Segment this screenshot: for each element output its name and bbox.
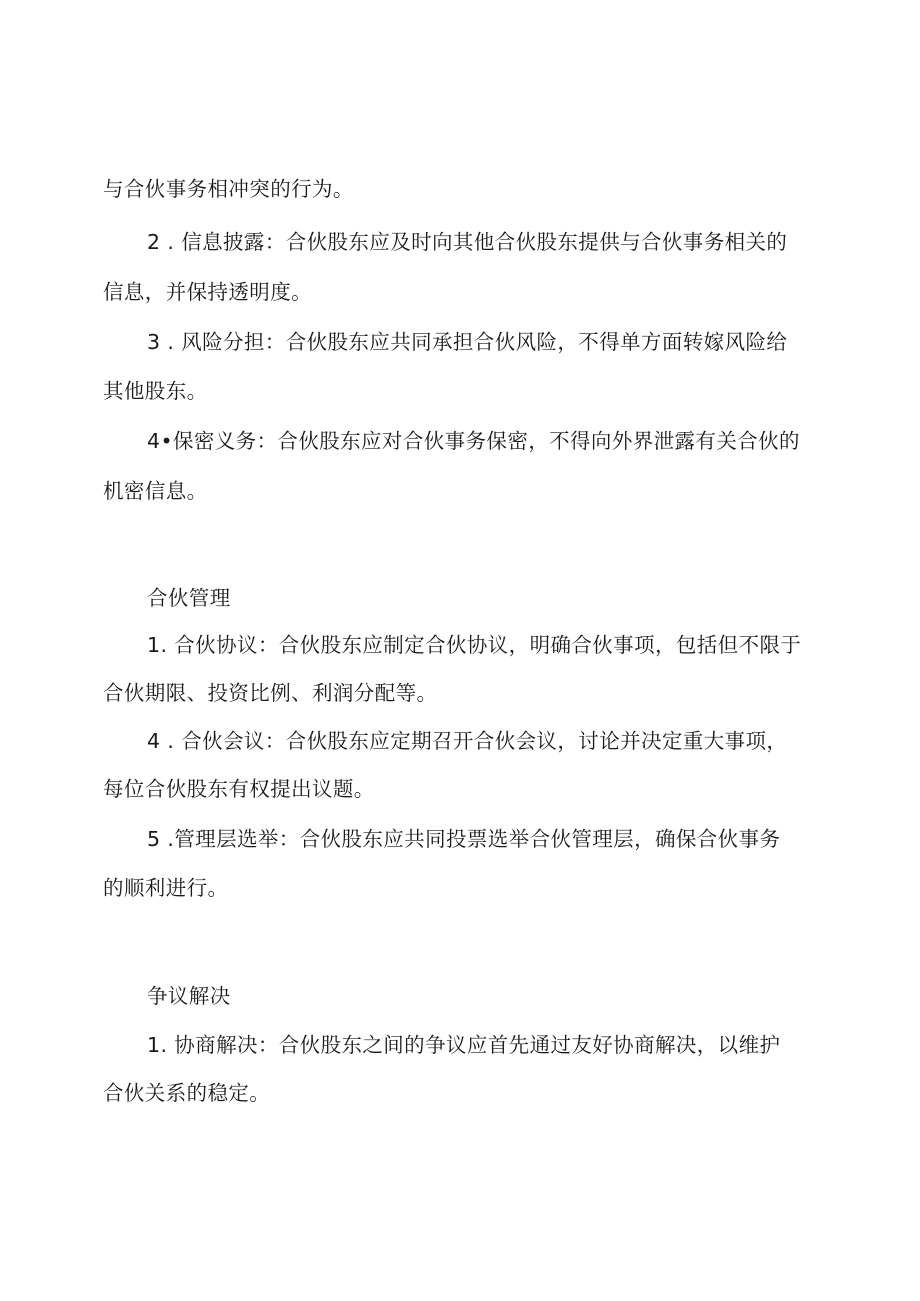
text-line: 合伙关系的稳定。 <box>103 1081 271 1105</box>
list-item-partnership-meeting: 4 . 合伙会议：合伙股东应定期召开合伙会议，讨论并决定重大事项， <box>147 729 788 753</box>
text-line: 与合伙事务相冲突的行为。 <box>103 177 354 201</box>
text-line: 其他股东。 <box>103 379 208 403</box>
list-item-information-disclosure: 2 . 信息披露：合伙股东应及时向其他合伙股东提供与合伙事务相关的 <box>147 230 788 254</box>
list-item-partnership-agreement: 1. 合伙协议：合伙股东应制定合伙协议，明确合伙事项，包括但不限于 <box>147 633 802 657</box>
text-line: 机密信息。 <box>103 479 208 503</box>
list-item-negotiation: 1. 协商解决：合伙股东之间的争议应首先通过友好协商解决，以维护 <box>147 1033 781 1057</box>
list-item-management-election: 5 .管理层选举：合伙股东应共同投票选举合伙管理层，确保合伙事务 <box>147 827 781 851</box>
text-line: 合伙期限、投资比例、利润分配等。 <box>103 681 438 705</box>
text-line: 的顺利进行。 <box>103 876 229 900</box>
section-heading-partnership-management: 合伙管理 <box>147 586 231 610</box>
section-heading-dispute-resolution: 争议解决 <box>147 984 231 1008</box>
list-item-risk-sharing: 3 . 风险分担：合伙股东应共同承担合伙风险，不得单方面转嫁风险给 <box>147 330 788 354</box>
text-line: 每位合伙股东有权提出议题。 <box>103 777 375 801</box>
list-item-confidentiality: 4•保密义务：合伙股东应对合伙事务保密，不得向外界泄露有关合伙的 <box>147 429 800 453</box>
text-line: 信息，并保持透明度。 <box>103 280 312 304</box>
